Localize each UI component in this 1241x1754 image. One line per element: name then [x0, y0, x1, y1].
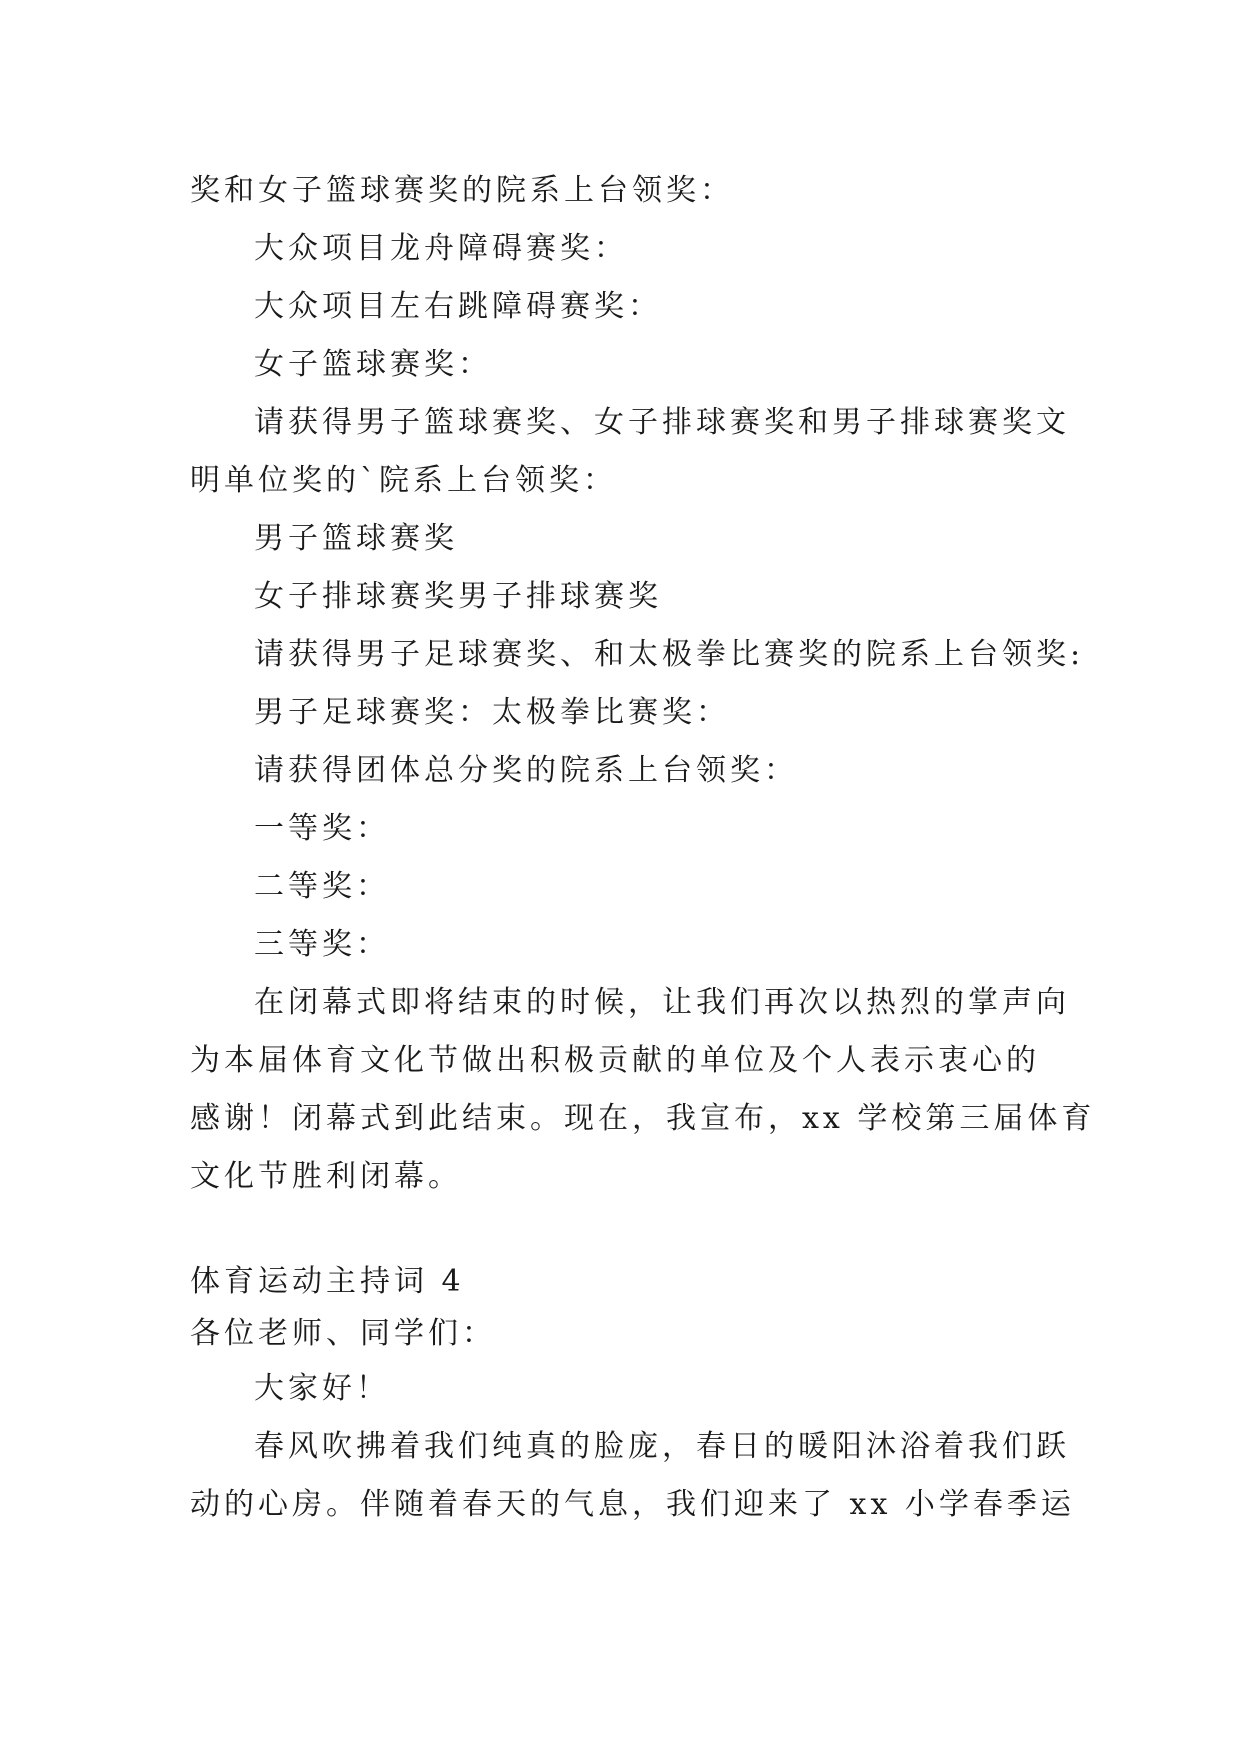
text-line: 在闭幕式即将结束的时候，让我们再次以热烈的掌声向	[254, 985, 1070, 1020]
text-line: 春风吹拂着我们纯真的脸庞，春日的暖阳沐浴着我们跃	[254, 1429, 1070, 1464]
text-line: 动的心房。伴随着春天的气息，我们迎来了 xx 小学春季运	[190, 1487, 1075, 1522]
text-line: 大众项目左右跳障碍赛奖：	[254, 289, 662, 324]
text-line: 三等奖：	[254, 927, 390, 962]
text-line: 请获得团体总分奖的院系上台领奖：	[254, 753, 798, 788]
text-line: 请获得男子足球赛奖、和太极拳比赛奖的院系上台领奖:	[254, 637, 1085, 672]
greeting-line: 各位老师、同学们：	[190, 1316, 496, 1351]
text-line: 二等奖：	[254, 869, 390, 904]
text-line: 奖和女子篮球赛奖的院系上台领奖：	[190, 173, 734, 208]
text-line: 明单位奖的`院系上台领奖：	[190, 463, 617, 498]
text-line: 男子篮球赛奖	[254, 521, 458, 556]
document-body	[190, 162, 1096, 1534]
section-title: 体育运动主持词 4	[190, 1264, 465, 1299]
text-line: 感谢！闭幕式到此结束。现在，我宣布，xx 学校第三届体育	[190, 1101, 1096, 1136]
text-line: 女子排球赛奖男子排球赛奖	[254, 579, 662, 614]
text-line: 请获得男子篮球赛奖、女子排球赛奖和男子排球赛奖文	[254, 405, 1070, 440]
text-line: 为本届体育文化节做出积极贡献的单位及个人表示衷心的	[190, 1043, 1040, 1078]
text-line: 大家好！	[254, 1371, 390, 1406]
text-line: 文化节胜利闭幕。	[190, 1159, 462, 1194]
text-line: 一等奖：	[254, 811, 390, 846]
text-line: 女子篮球赛奖：	[254, 347, 492, 382]
text-line: 大众项目龙舟障碍赛奖：	[254, 231, 628, 266]
section-spacer	[190, 1206, 1060, 1256]
text-line: 男子足球赛奖：太极拳比赛奖：	[254, 695, 730, 730]
